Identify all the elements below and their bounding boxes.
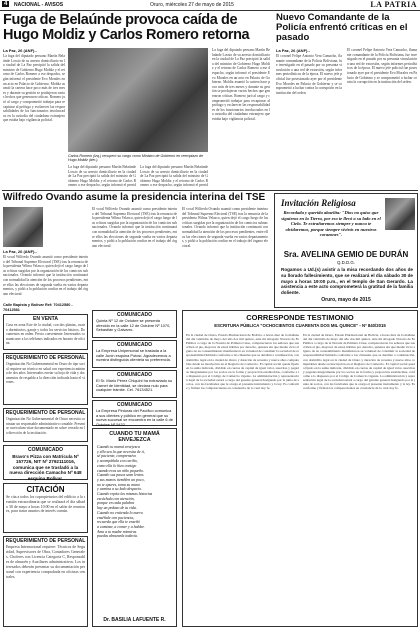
comunicado-pizza-title: COMUNICADO	[28, 447, 63, 453]
en-venta-title: EN VENTA	[33, 316, 58, 322]
citacion-body: Se cita a todos los copropietarios del edificio a la reunión extraordinaria que se realizará el día sábado 30 de mayo a horas 10:00 en el salón de reuniones, para tratar asuntos de interés común.	[6, 495, 85, 514]
en-venta-body: Casa en zona Este de la ciudad, con dos plantas, cuatro dormitorios, garaje y todos los servicios básicos. Documentos en orden. Precio conveniente. Interesados comunicarse a los teléfonos indicados en horario de oficina.	[6, 323, 85, 346]
comunicado-3-body: El Sr. Mario Pérez Chiquini ha extraviado su Carnet de Identidad, se declara nulo para cualquier trámite. Cel. 76134521.	[96, 378, 173, 393]
section-label: NACIONAL - AVISOS	[14, 2, 64, 8]
tse-contact: Calle Bapista y Bolívar Ref: 70412580 - 70412581	[3, 303, 73, 312]
comunicado-1-title: COMUNICADO	[117, 312, 152, 318]
req3-body: Empresa Internacional requiere: Técnicos de Seguridad, Supervisores de Obra, Contadores Generales, Choferes con Licencia Categoría C, Responsables de almacén y Auxiliares administrativos. Los interesados deberán presentar su documentación personal con experiencia comprobada en oficinas centrales.	[6, 545, 85, 579]
comunicado-ad-2	[92, 340, 177, 368]
req2-body: Organización No Gubernamental de Oruro necesita contratar un responsable administrativo contable. Presentar curriculum vitae documentado en sobre cerrado en la dirección de la institución.	[6, 417, 85, 435]
testimony-body-col2: En la ciudad de Oruro, Estado Plurinacional de Bolivia, a horas diez de la mañana del día veintidós de mayo del año dos mil quince, ante mí Abogado Notario de Fe Pública a cargo de la Notaría de Primera Clase, comparecieron los señores que suscriben al pie, mayores de edad, hábiles por derecho, quienes sin que medie vicio alguno de su consentimiento manifestaron su voluntad de constituir la sociedad de responsabilidad limitada conforme a las cláusulas que se detallan a continuación, con domicilio legal en la ciudad de Oruro y duración de noventa y nueve años computables desde su inscripción en el Registro de Comercio. El capital social queda fijado en la suma indicada, dividido en cuotas de capital de igual valor, suscritas y pagadas íntegramente por los socios en la forma y proporción establecidas, conforme a lo dispuesto por el Código de Comercio vigente. La administración y representación legal de la sociedad estará a cargo del gerente general designado por la junta de socios, con las facultades que le otorga el presente instrumento y la ley. Es conforme y firman los comparecientes en constancia de lo cual doy fe.	[303, 333, 415, 391]
comunicado-1-body: Quinta Nº 12 de Octubre se presenta ofrecido en la calle 12 de Octubre Nº 1070, Sebastián y Galvarro.	[96, 318, 171, 333]
testimony-body-col1: En la ciudad de Oruro, Estado Plurinacional de Bolivia, a horas diez de la mañana del día veintidós de mayo del año dos mil quince, ante mí Abogado Notario de Fe Pública a cargo de la Notaría de Primera Clase, comparecieron los señores que suscriben al pie, mayores de edad, hábiles por derecho, quienes sin que medie vicio alguno de su consentimiento manifestaron su voluntad de constituir la sociedad de responsabilidad limitada conforme a las cláusulas que se detallan a continuación, con domicilio legal en la ciudad de Oruro y duración de noventa y nueve años computables desde su inscripción en el Registro de Comercio. El capital social queda fijado en la suma indicada, dividido en cuotas de capital de igual valor, suscritas y pagadas íntegramente por los socios en la forma y proporción establecidas, conforme a lo dispuesto por el Código de Comercio vigente. La administración y representación legal de la sociedad estará a cargo del gerente general designado por la junta de socios, con las facultades que le otorga el presente instrumento y la ley. Es conforme y firman los comparecientes en constancia de lo cual doy fe.	[186, 333, 299, 391]
invitation-body: Rogamos a Ud.(s) asistir a la misa recordando dos años de su llorado fallecimiento, que se realizará el día sábado 30 de mayo a horas 19:00 p.m., en el templo de San Gerardo. La asistencia a este acto comprometerá la gratitud de la familia doliente.	[281, 267, 413, 296]
main-body-col2: La fuga del diputado peruano Martín Belaúnde Lossio de su arresto domiciliario en la ciudad de La Paz precipitó la salida del ministro de Gobierno Hugo Moldiz y el retorno de Carlos Romero a ese despacho, según informó el presid	[68, 165, 136, 187]
tse-byline: La Paz, 26 (ANF).-	[3, 249, 37, 254]
main-body-col4: La fuga del diputado peruano Martín Belaúnde Lossio de su arresto domiciliario en la ciudad de La Paz precipitó la salida del ministro de Gobierno Hugo Moldiz y el retorno de Carlos Romero a ese despacho, según informó el presidente Evo Morales en un acto en Palacio de Gobierno. Moldiz asumió la cartera hace poco más de tres meses y durante su gestión se produjeron varios hechos que generaron críticas. Romero juró al cargo y comprometió trabajar para recapturar al prófugo y esclarecer las responsabilidades de los funcionarios involucrados en la custodia del ciudadano extranjero que estaba bajo vigilancia policial.	[212, 48, 270, 121]
deceased-dates: Q.D.D.G.	[336, 260, 356, 265]
newspaper-logo: LA PATRIA	[370, 0, 417, 9]
invitation-title: Invitación Religiosa	[281, 198, 356, 208]
en-venta-ad	[3, 314, 88, 350]
invitation-quote: Recordada y querida abuelita: "Dios no quiso que siguieras en la Tierra, por eso te llevó a su lado en el Cielo. Te extrañaremos siempre y nunca te olvidaremos, porque siempre vivirás en nuestros corazones".	[281, 210, 381, 238]
req1-title: REQUERIMIENTO DE PERSONAL	[5, 355, 86, 361]
invitation-card	[274, 193, 418, 308]
poem-body: Cuando tu mamá envejezca y ella sea la que necesita de ti, sé paciente, comprensivo y acompáñala con cariño, como ella lo hizo contigo cuando eras un niño pequeño. Cuando sus pasos sean lentos y sus manos tiemblen un poco, no te apures, toma su mano y camina a su lado despacio. Cuando repita las mismas historias escúchala con atención, porque en cada palabra hay un pedazo de tu vida. Cuando no entienda lo nuevo enséñale con paciencia, recuerda que ella te enseñó a caminar, a comer y a hablar. Ama a tu madre mientras puedas abrazarla todavía.	[97, 445, 153, 539]
politicians-photo	[68, 48, 208, 152]
testimony-notice	[182, 310, 418, 627]
main-body-col1: La fuga del diputado peruano Martín Belaúnde Lossio de su arresto domiciliario en la ciudad de La Paz precipitó la salida del ministro de Gobierno Hugo Moldiz y el retorno de Carlos Romero a ese despacho, según informó el presidente Evo Morales en un acto en Palacio de Gobierno. Moldiz asumió la cartera hace poco más de tres meses y durante su gestión se produjeron varios hechos que generaron críticas. Romero juró al cargo y comprometió trabajar para recapturar al prófugo y esclarecer las responsabilidades de los funcionarios involucrados en la custodia del ciudadano extranjero que estaba bajo vigilancia policial.	[3, 54, 65, 123]
masthead	[0, 0, 420, 11]
comunicado-ad-4	[92, 400, 177, 426]
tse-body-col2: El vocal Wilfredo Ovando asumió como presidente interino del Tribunal Supremo Electoral (TSE) tras la renuncia de la presidenta Wilma Velasco, quien dejó el cargo luego de las críticas surgidas por la organización de los comicios subnacionales. Ovando informó que la institución continuará con normalidad la atención de los procesos pendientes, entre ellos las elecciones de segunda vuelta en varios departamentos, y pidió a la población confiar en el trabajo del órgano electoral.	[92, 207, 177, 248]
deceased-name: Sra. AVELINA GEMIO DE DURÁN	[283, 250, 409, 259]
requerimiento-ad-1	[3, 353, 88, 405]
page-number: 4	[4, 1, 8, 7]
police-body-col1: El coronel Felipe Antonio Vera Camacho, flamante comandante de la Policía Boliviana, fue investigado en el pasado por su presunta vinculación a una red de extorsión, según informes periodísticos de la época. El nuevo jefe policial fue posesionado ayer por el presidente Evo Morales en Palacio de Gobierno y se comprometió a luchar contra la corrupción en la institución del orden.	[276, 54, 342, 95]
citacion-ad	[3, 483, 88, 533]
police-body-col2: El coronel Felipe Antonio Vera Camacho, flamante comandante de la Policía Boliviana, fue investigado en el pasado por su presunta vinculación a una red de extorsión, según informes periodísticos de la época. El nuevo jefe policial fue posesionado ayer por el presidente Evo Morales en Palacio de Gobierno y se comprometió a luchar contra la corrupción en la institución del orden.	[347, 48, 417, 85]
citacion-title: CITACIÓN	[26, 485, 65, 494]
comunicado-pizza-ad	[3, 445, 88, 480]
comunicado-ad-1	[92, 310, 177, 338]
comunicado-pizza-body: Bravo's Pizza con Matrícula Nº 157726, NIT Nº 2792111016, comunica que se trasladó a la nueva dirección Camacho Nº 648 esquina Bolívar.	[9, 454, 82, 481]
req1-body: Organización No Gubernamental en Oruro de tipo social requiere un técnico en salud con experiencia mínima de dos años. Interesados enviar su hoja de vida y documentos de respaldo a la dirección indicada hasta el viernes.	[6, 362, 85, 385]
requerimiento-ad-2	[3, 408, 88, 442]
req2-title: REQUERIMIENTO DE PERSONAL	[5, 410, 86, 416]
req3-title: REQUERIMIENTO DE PERSONAL	[5, 538, 86, 544]
poem-ad	[92, 428, 177, 627]
tse-body-col3: El vocal Wilfredo Ovando asumió como presidente interino del Tribunal Supremo Electoral (TSE) tras la renuncia de la presidenta Wilma Velasco, quien dejó el cargo luego de las críticas surgidas por la organización de los comicios subnacionales. Ovando informó que la institución continuará con normalidad la atención de los procesos pendientes, entre ellos las elecciones de segunda vuelta en varios departamentos, y pidió a la población confiar en el trabajo del órgano electoral.	[182, 207, 268, 248]
police-headline: Nuevo Comandante de la Policía enfrentó críticas en el pasado	[276, 12, 408, 43]
divider	[2, 190, 418, 191]
main-byline: La Paz, 26 (ANF).-	[3, 48, 37, 53]
testimony-title: CORRESPONDE TESTIMONIO	[246, 313, 354, 322]
comunicado-4-body: La Empresa Pinturas del Pacífico comunica a sus clientes y público en general que su nueva sucursal se encuentra en la calle 6 de Octubre Nº 5432.	[96, 408, 173, 428]
main-headline: Fuga de Belaúnde provoca caída de Hugo Moldiz y Carlos Romero retorna	[3, 12, 250, 43]
deceased-photo	[385, 198, 415, 230]
tse-body-col1: El vocal Wilfredo Ovando asumió como presidente interino del Tribunal Supremo Electoral (TSE) tras la renuncia de la presidenta Wilma Velasco, quien dejó el cargo luego de las críticas surgidas por la organización de los comicios subnacionales. Ovando informó que la institución continuará con normalidad la atención de los procesos pendientes, entre ellos las elecciones de segunda vuelta en varios departamentos, y pidió a la población confiar en el trabajo del órgano electoral.	[3, 255, 88, 296]
issue-date: Oruro, miércoles 27 de mayo de 2015	[150, 2, 234, 8]
comunicado-2-title: COMUNICADO	[117, 342, 152, 348]
comunicado-ad-3	[92, 370, 177, 398]
photo-caption: Carlos Romero (izq.) recuperó su cargo como Ministro de Gobierno en reemplazo de Hugo Moldiz (der.).	[68, 154, 204, 163]
comunicado-3-title: COMUNICADO	[117, 372, 152, 378]
comunicado-2-body: La Empresa Unipersonal se traslada a la calle Junín esquina Potosí. Agradecemos a nuestra distinguida clientela su preferencia.	[96, 348, 171, 363]
poem-author: Dr. BASILIA LAFUENTE R.	[103, 617, 166, 623]
police-byline: La Paz, 26 (ANF).-	[276, 48, 310, 53]
main-body-col3: La fuga del diputado peruano Martín Belaúnde Lossio de su arresto domiciliario en la ciudad de La Paz precipitó la salida del ministro de Gobierno Hugo Moldiz y el retorno de Carlos Romero a ese despacho, según informó el presid	[140, 165, 208, 187]
testimony-subtitle: ESCRITURA PÚBLICA "OCHOCIENTOS CUARENTA DOS MIL QUINCE" - Nº 840/2015	[214, 323, 386, 328]
requerimiento-ad-3	[3, 536, 88, 627]
tse-headline: Wilfredo Ovando asume la presidencia interina del TSE	[3, 192, 266, 203]
ovando-photo	[3, 207, 43, 247]
poem-title: CUANDO TU MAMÁ ENVEJEZCA	[109, 431, 160, 443]
comunicado-4-title: COMUNICADO	[117, 402, 152, 408]
invitation-footer: Oruro, mayo de 2015	[321, 297, 371, 303]
